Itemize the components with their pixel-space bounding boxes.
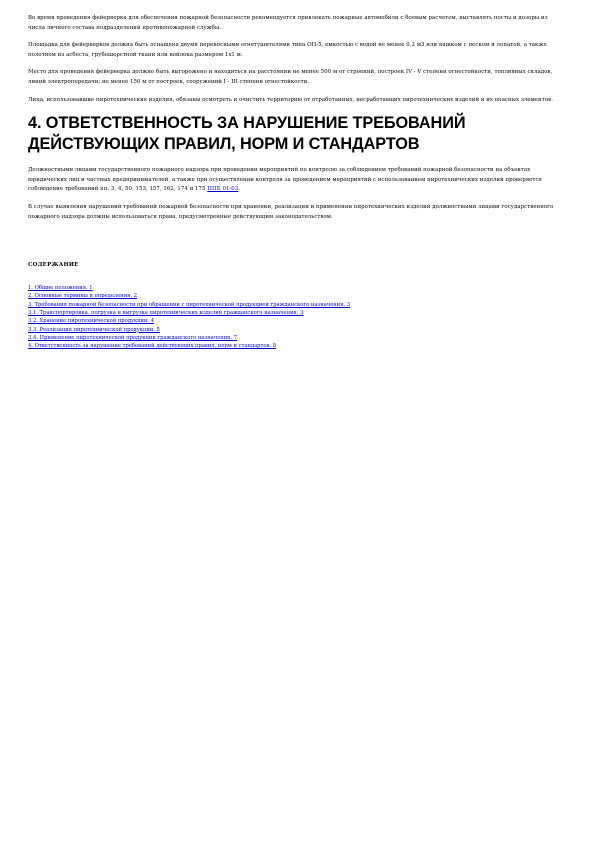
- toc-item: [28, 334, 565, 342]
- paragraph-site-equipment: Площадка для фейерверков должна быть оснащена двумя переносными огнетушителями типа ОП-5, емкостью с водой не менее 0,2 м3 или ящиком с песком и лопатой, а также полотном из асбеста, грубошерстной ткани или войлока размером 1x1 м.: [28, 42, 547, 58]
- toc-item: [28, 284, 565, 292]
- toc-link-transport[interactable]: 3.1. Транспортировка, погрузка и выгрузка пиротехнических изделий гражданского назначения. 3: [28, 310, 304, 317]
- toc-link-terms[interactable]: 2. Основные термины и определения. 2: [28, 293, 138, 300]
- paragraph-site-distances: Место для проведения фейерверка должно быть выгорожено и находиться на расстоянии не менее 500 м от строений, построек IV - V степени огнестойкости, топливных складов, линий электропередачи; не менее 150 м от построек, сооружений I - III степени огнестойкости.: [28, 69, 553, 85]
- toc-item: [28, 342, 565, 350]
- paragraph-inspection: [28, 166, 565, 195]
- paragraph-inspection-tail: .: [238, 186, 241, 193]
- ppb-link[interactable]: ППБ 01-03: [207, 186, 239, 193]
- toc-link-storage[interactable]: 3.2. Хранение пиротехнической продукции. 4: [28, 318, 155, 325]
- toc-link-requirements[interactable]: 3. Требования пожарной безопасности при обращении с пиротехнической продукцией гражданского назначения. 3: [28, 301, 351, 308]
- toc-title: СОДЕРЖАНИЕ: [28, 262, 79, 269]
- table-of-contents: [28, 284, 565, 350]
- document-page: [28, 14, 565, 351]
- paragraph-violations: В случае выявления нарушений требований пожарной безопасности при хранении, реализации и применении пиротехнических изделий должностными лицами государственного пожарного надзора должны использоваться права, предусмотренные действующим законодательством.: [28, 203, 554, 220]
- toc-link-general[interactable]: 1. Общие положения. 1: [28, 285, 93, 292]
- section-heading: 4. ОТВЕТСТВЕННОСТЬ ЗА НАРУШЕНИЕ ТРЕБОВАНИЙ ДЕЙСТВУЮЩИХ ПРАВИЛ, НОРМ И СТАНДАРТОВ: [28, 114, 466, 153]
- toc-link-usage[interactable]: 3.4. Применение пиротехнической продукции гражданского назначения. 7: [28, 334, 238, 341]
- toc-item: [28, 317, 565, 325]
- paragraph-fireworks-safety: Во время проведения фейерверка для обеспечения пожарной безопасности рекомендуется привлекать пожарные автомобили с боевым расчетом, выставлять посты и дозоры из числа личного состава подразделений противопожарной службы.: [28, 15, 548, 31]
- toc-item: [28, 301, 565, 309]
- paragraph-cleanup: Лица, использовавшие пиротехнические изделия, обязаны осмотреть и очистить территорию от отработанных, несработавших пиротехнических изделий и их опасных элементов.: [28, 96, 553, 103]
- toc-item: [28, 292, 565, 300]
- toc-link-sales[interactable]: 3.3. Реализация пиротехнической продукции. 5: [28, 326, 160, 333]
- paragraph-inspection-text: Должностными лицами государственного пожарного надзора при проведении мероприятий по контролю за соблюдением требований пожарной безопасности на объектах юридических лиц и частных предпринимателей, а также при осуществлении контроля за проведением мероприятий с использованием пиротехнических изделий проверяется соблюдение требований пп. 3, 4, 50, 153, 157, 162, 174 и 175: [28, 167, 542, 193]
- toc-item: [28, 309, 565, 317]
- toc-link-responsibility[interactable]: 4. Ответственность за нарушение требований действующих правил, норм и стандартов. 8: [28, 343, 277, 350]
- toc-item: [28, 326, 565, 334]
